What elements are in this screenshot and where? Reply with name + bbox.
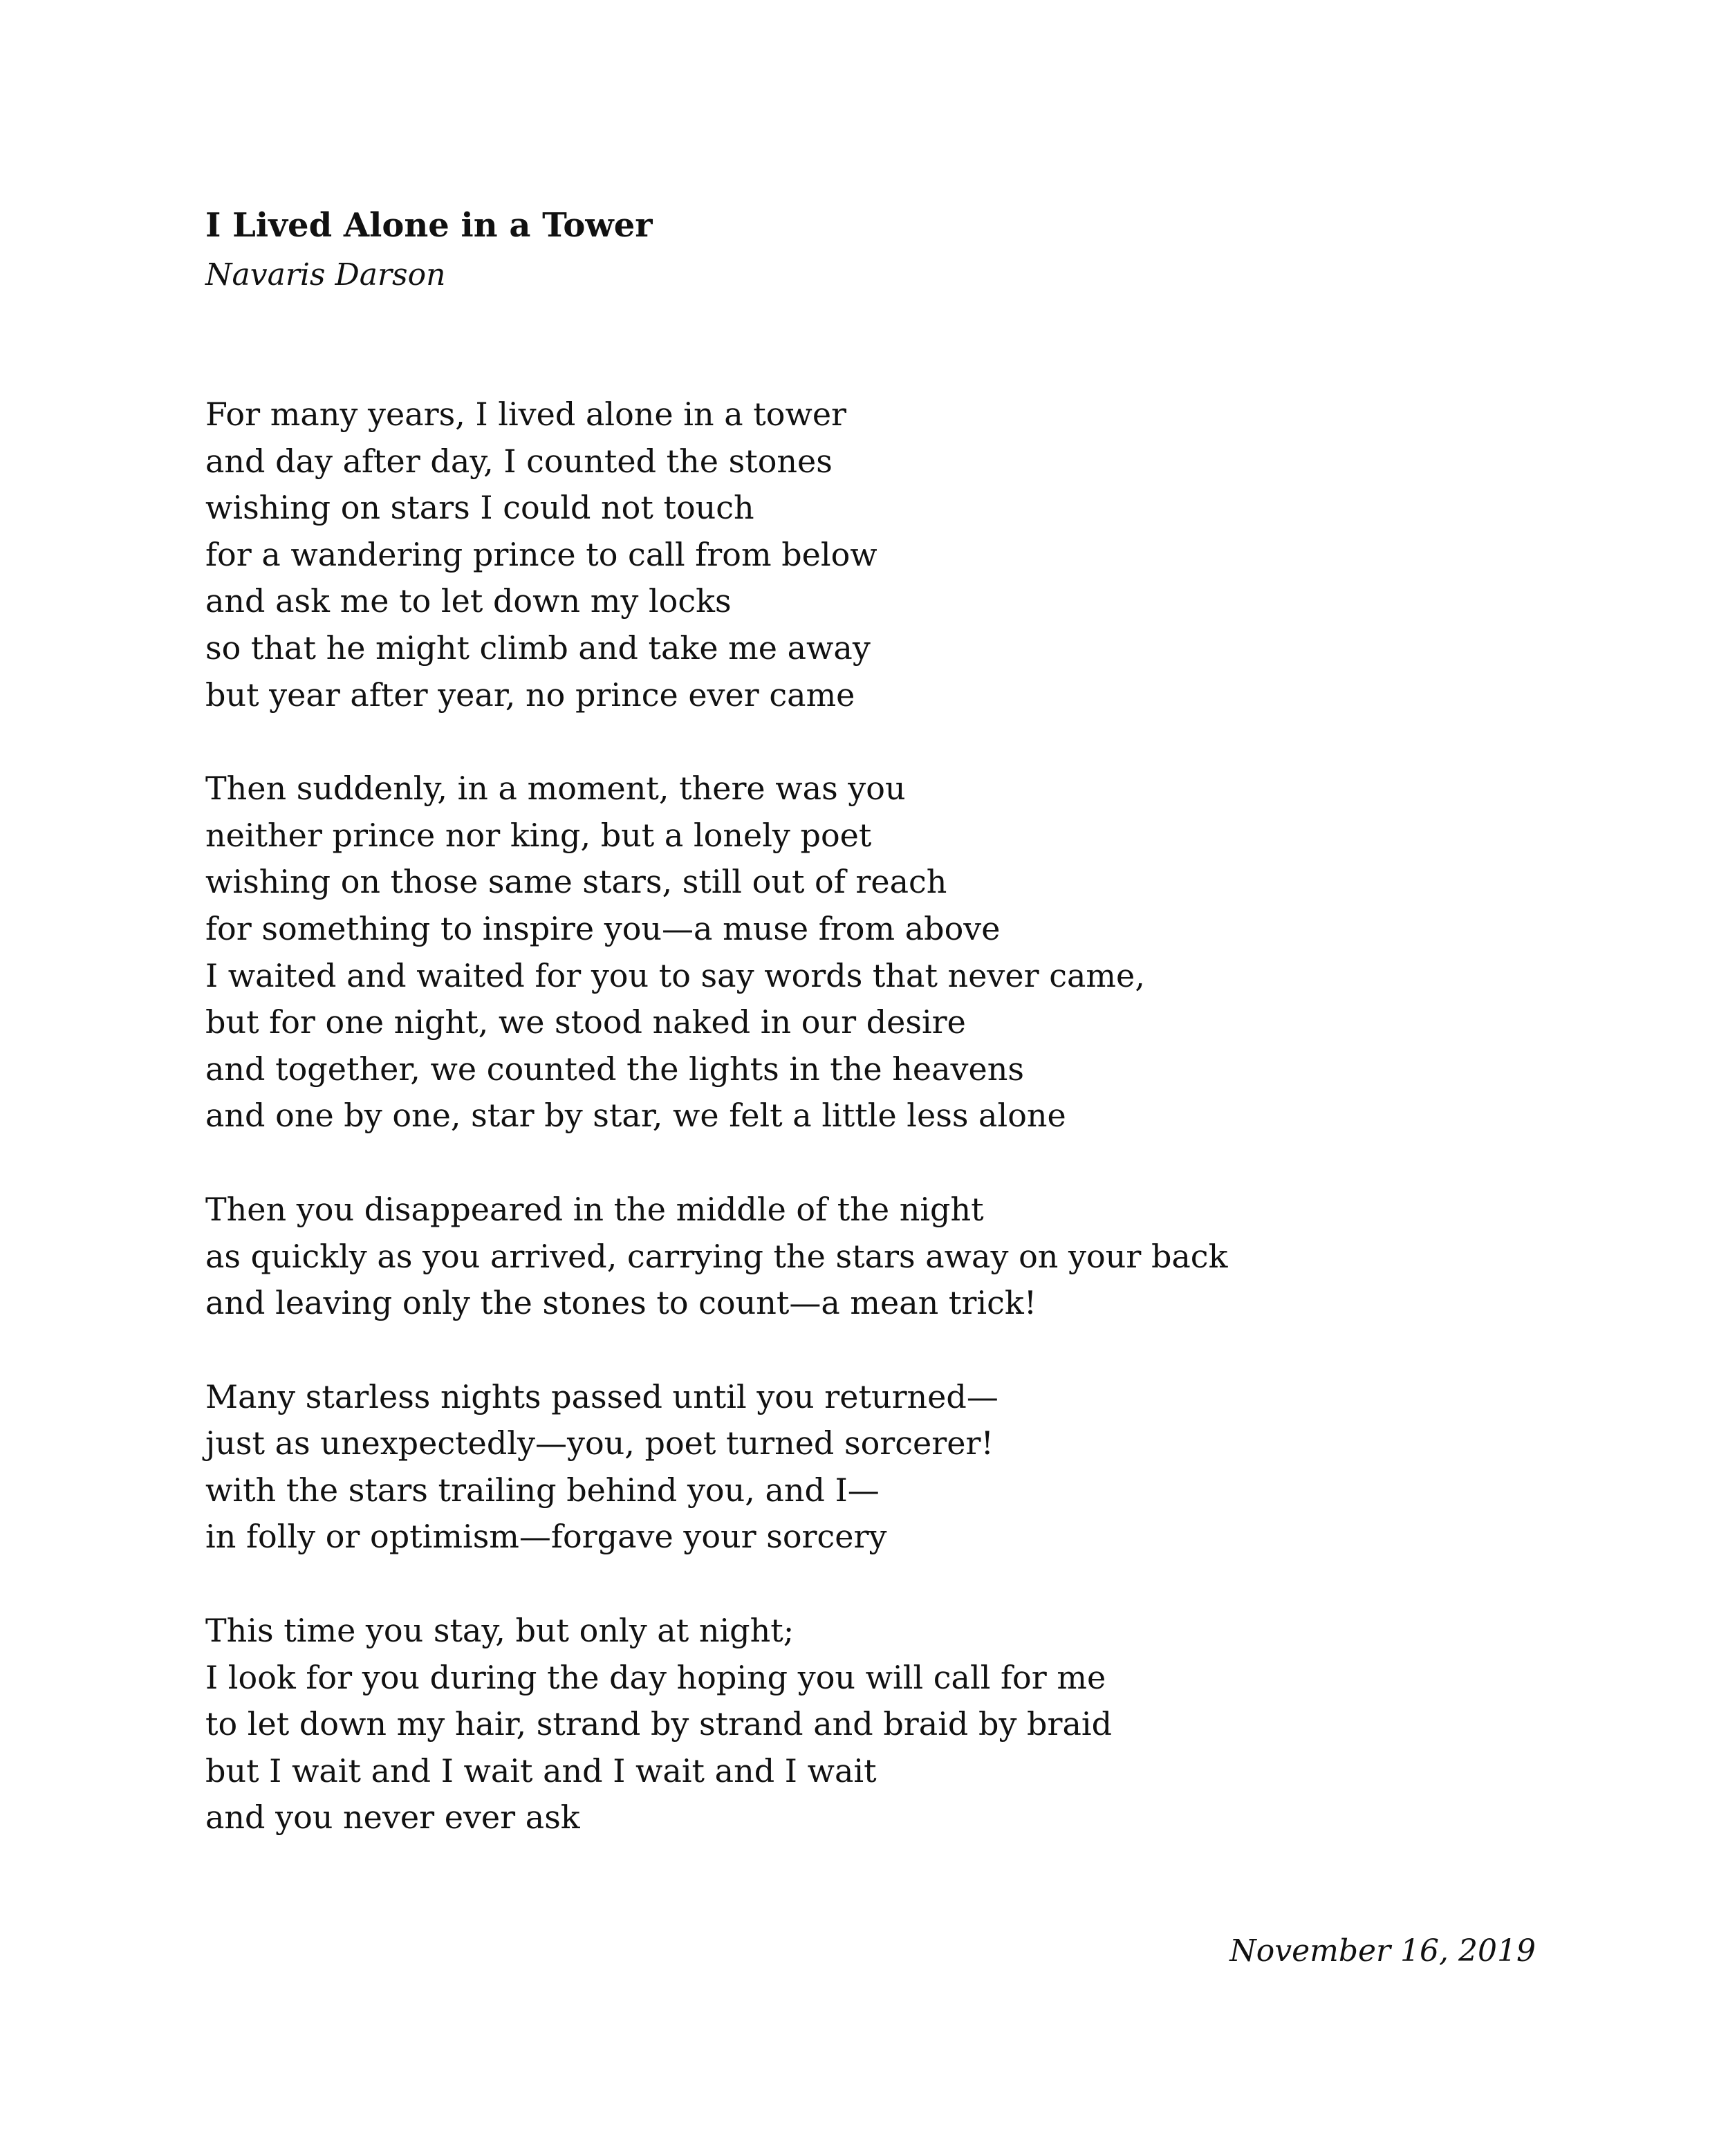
poem-line: but I wait and I wait and I wait and I wait — [205, 1751, 877, 1790]
poem-line: to let down my hair, strand by strand and braid by braid — [205, 1705, 1113, 1743]
poem-line: Then you disappeared in the middle of the night — [205, 1190, 984, 1228]
poem-line: and ask me to let down my locks — [205, 582, 732, 620]
poem-line: Many starless nights passed until you returned— — [205, 1377, 998, 1415]
poem-line: This time you stay, but only at night; — [205, 1612, 795, 1650]
stanza-1 — [205, 391, 1588, 718]
poem-line: in folly or optimism—forgave your sorcery — [205, 1518, 887, 1556]
poem-line: for something to inspire you—a muse from above — [205, 909, 1001, 947]
poem-line: wishing on those same stars, still out of reach — [205, 863, 947, 901]
poem-line: but for one night, we stood naked in our desire — [205, 1003, 966, 1041]
poem-line: and day after day, I counted the stones — [205, 442, 833, 480]
poem-line: neither prince nor king, but a lonely poet — [205, 816, 872, 854]
stanza-3 — [205, 1187, 1588, 1327]
stanza-4 — [205, 1374, 1588, 1561]
stanza-2 — [205, 765, 1588, 1140]
poem-line: I waited and waited for you to say words that never came, — [205, 956, 1145, 994]
poem-line: and you never ever ask — [205, 1799, 580, 1837]
poem-line: for a wandering prince to call from below — [205, 535, 877, 573]
poem-line: just as unexpectedly—you, poet turned sorcerer! — [205, 1424, 994, 1462]
poem-line: so that he might climb and take me away — [205, 629, 871, 667]
poem-line: and together, we counted the lights in the heavens — [205, 1050, 1024, 1088]
poem-line: I look for you during the day hoping you will call for me — [205, 1658, 1106, 1696]
poem-line: For many years, I lived alone in a tower — [205, 396, 847, 433]
poem-date: November 16, 2019 — [1229, 1933, 1536, 1969]
poem-line: but year after year, no prince ever came — [205, 676, 855, 714]
poem-line: Then suddenly, in a moment, there was you — [205, 770, 906, 808]
stanza-5 — [205, 1608, 1588, 1841]
poem-line: as quickly as you arrived, carrying the stars away on your back — [205, 1237, 1228, 1275]
poem-line: with the stars trailing behind you, and I— — [205, 1471, 880, 1509]
poem-author: Navaris Darson — [205, 257, 446, 292]
poem-line: and one by one, star by star, we felt a little less alone — [205, 1097, 1066, 1135]
poem-line: and leaving only the stones to count—a mean trick! — [205, 1284, 1037, 1322]
poem-body — [205, 391, 1588, 1888]
poem-line: wishing on stars I could not touch — [205, 489, 754, 527]
poem-title: I Lived Alone in a Tower — [205, 206, 653, 245]
